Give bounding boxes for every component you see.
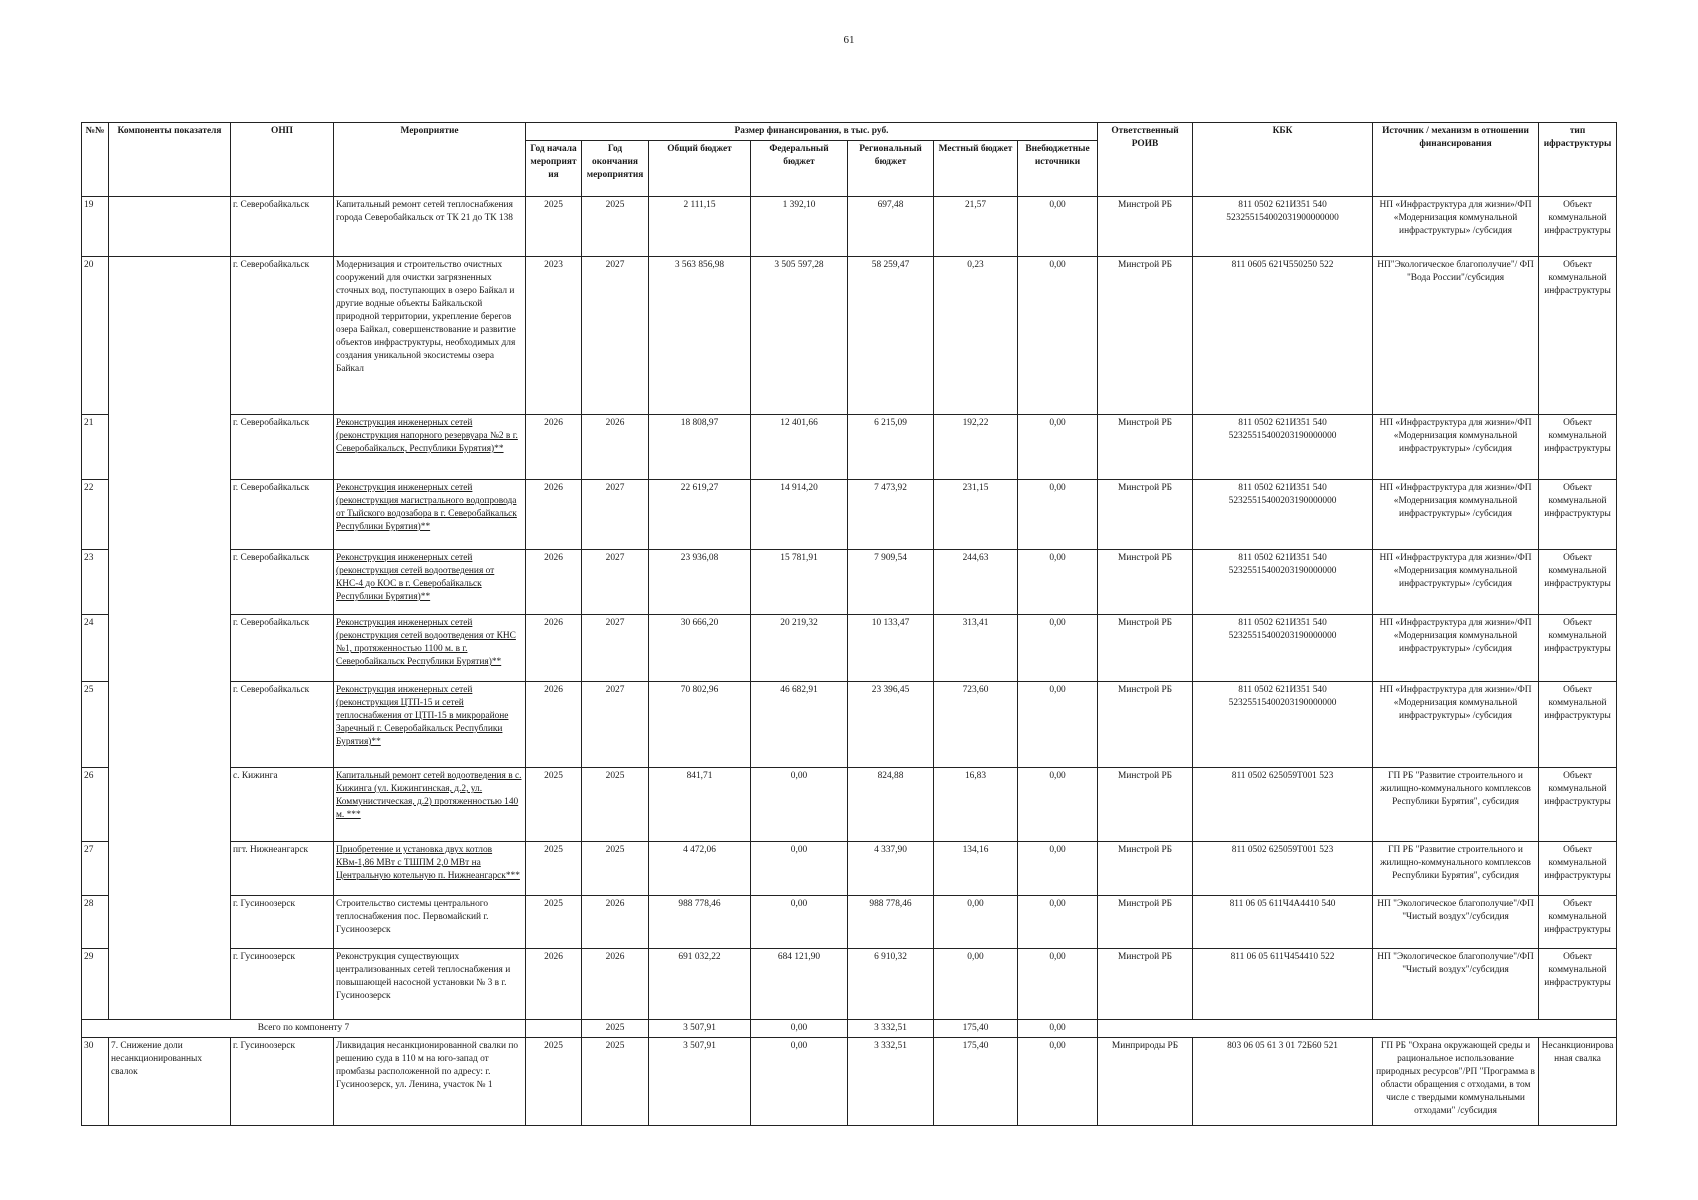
row-regional: 6 215,09 [848,414,934,479]
row-regional: 6 910,32 [848,948,934,1019]
row-start: 2025 [526,767,582,841]
header-regional: Региональный бюджет [848,140,934,196]
row-offbudget: 0,00 [1018,681,1098,767]
table-row [82,681,1617,767]
row-offbudget: 0,00 [1018,196,1098,256]
row-num: 28 [82,895,109,948]
row-offbudget: 0,00 [1018,549,1098,614]
header-component: Компоненты показателя [109,123,231,197]
row-total: 988 778,46 [649,895,751,948]
row-source: НП «Инфраструктура для жизни»/ФП «Модернизация коммунальной инфраструктуры» /субсидия [1373,414,1539,479]
row-infra: Объект коммунальной инфраструктуры [1539,948,1617,1019]
row-infra: Объект коммунальной инфраструктуры [1539,479,1617,549]
row-component: 7. Снижение доли несанкционированных свалок [109,1037,231,1125]
header-roiv: Ответственный РОИВ [1098,123,1193,197]
table-row [82,414,1617,479]
header-num: №№ [82,123,109,197]
table-row [82,948,1617,1019]
row-federal: 14 914,20 [751,479,848,549]
table-row [82,1037,1617,1125]
row-roiv: Минстрой РБ [1098,549,1193,614]
row-total: 841,71 [649,767,751,841]
row-roiv: Минстрой РБ [1098,767,1193,841]
row-offbudget: 0,00 [1018,1037,1098,1125]
row-source: ГП РБ "Развитие строительного и жилищно-коммунального комплексов Республики Бурятия", субсидия [1373,767,1539,841]
row-onp: г. Гусиноозерск [231,948,334,1019]
row-kbk: 811 0502 625059Т001 523 [1193,767,1373,841]
row-start: 2025 [526,841,582,895]
row-local: 231,15 [934,479,1018,549]
page-number: 61 [843,34,855,46]
row-total: 18 808,97 [649,414,751,479]
row-roiv: Минстрой РБ [1098,948,1193,1019]
row-end: 2026 [582,895,649,948]
row-total: 2 111,15 [649,196,751,256]
row-total: 3 563 856,98 [649,256,751,414]
row-regional: 4 337,90 [848,841,934,895]
header-year-start: Год начала мероприятия [526,140,582,196]
row-infra: Объект коммунальной инфраструктуры [1539,841,1617,895]
row-event: Ликвидация несанкционированной свалки по решению суда в 110 м на юго-запад от промбазы расположенной по адресу: г. Гусиноозерск, ул. Ленина, участок № 1 [334,1037,526,1125]
row-local: 0,23 [934,256,1018,414]
row-start: 2026 [526,479,582,549]
row-regional: 7 473,92 [848,479,934,549]
row-end: 2027 [582,479,649,549]
row-roiv: Минстрой РБ [1098,681,1193,767]
row-onp: г. Северобайкальск [231,549,334,614]
row-end: 2025 [582,1037,649,1125]
row-kbk: 803 06 05 61 3 01 72Б60 521 [1193,1037,1373,1125]
row-source: НП «Инфраструктура для жизни»/ФП «Модернизация коммунальной инфраструктуры» /субсидия [1373,549,1539,614]
table-row [82,479,1617,549]
row-infra: Объект коммунальной инфраструктуры [1539,681,1617,767]
row-infra: Объект коммунальной инфраструктуры [1539,895,1617,948]
header-infra: тип ифраструктуры [1539,123,1617,197]
row-source: НП "Экологическое благополучие"/ФП "Чистый воздух"/субсидия [1373,895,1539,948]
header-source: Источник / механизм в отношении финансирования [1373,123,1539,197]
row-num: 23 [82,549,109,614]
row-source: ГП РБ "Развитие строительного и жилищно-коммунального комплексов Республики Бурятия", субсидия [1373,841,1539,895]
row-total: 23 936,08 [649,549,751,614]
row-roiv: Минстрой РБ [1098,414,1193,479]
header-total: Общий бюджет [649,140,751,196]
row-infra: Объект коммунальной инфраструктуры [1539,549,1617,614]
header-funding: Размер финансирования, в тыс. руб. [526,123,1098,141]
row-infra: Объект коммунальной инфраструктуры [1539,767,1617,841]
row-total: 30 666,20 [649,614,751,681]
header-event: Мероприятие [334,123,526,197]
row-source: ГП РБ "Охрана окружающей среды и рациональное использование природных ресурсов"/РП "Программа в области обращения с отходами, в том числе с твердыми коммунальными отходами" /субсидия [1373,1037,1539,1125]
row-kbk: 811 0502 625059Т001 523 [1193,841,1373,895]
row-start: 2025 [526,1037,582,1125]
row-infra: Несанкционированная свалка [1539,1037,1617,1125]
row-local: 313,41 [934,614,1018,681]
row-end: 2026 [582,948,649,1019]
header-kbk: КБК [1193,123,1373,197]
row-roiv: Минстрой РБ [1098,479,1193,549]
table-row [82,841,1617,895]
table-row [82,256,1617,414]
row-onp: г. Гусиноозерск [231,1037,334,1125]
header-offbudget: Внебюджетные источники [1018,140,1098,196]
subtotal-total: 3 507,91 [649,1019,751,1037]
subtotal-local: 175,40 [934,1019,1018,1037]
row-num: 24 [82,614,109,681]
row-kbk: 811 0502 621И351 540 52325515400203190000000 [1193,414,1373,479]
row-regional: 988 778,46 [848,895,934,948]
row-roiv: Минстрой РБ [1098,256,1193,414]
row-local: 16,83 [934,767,1018,841]
row-kbk: 811 0605 621Ч550250 522 [1193,256,1373,414]
funding-table [81,122,1617,1126]
row-end: 2027 [582,256,649,414]
row-local: 244,63 [934,549,1018,614]
row-local: 0,00 [934,948,1018,1019]
row-total: 70 802,96 [649,681,751,767]
row-event: Реконструкция инженерных сетей (реконструкция магистрального водопровода от Тыйского водозабора в г. Северобайкальск Республики Бурятия)** [334,479,526,549]
row-num: 30 [82,1037,109,1125]
row-offbudget: 0,00 [1018,948,1098,1019]
row-start: 2026 [526,614,582,681]
row-kbk: 811 06 05 611Ч454410 522 [1193,948,1373,1019]
row-federal: 0,00 [751,841,848,895]
row-onp: г. Гусиноозерск [231,895,334,948]
row-start: 2026 [526,948,582,1019]
row-local: 134,16 [934,841,1018,895]
header-local: Местный бюджет [934,140,1018,196]
row-federal: 15 781,91 [751,549,848,614]
row-local: 21,57 [934,196,1018,256]
row-onp: г. Северобайкальск [231,479,334,549]
row-start: 2025 [526,196,582,256]
row-federal: 20 219,32 [751,614,848,681]
row-offbudget: 0,00 [1018,256,1098,414]
row-source: НП"Экологическое благополучие"/ ФП "Вода России"/субсидия [1373,256,1539,414]
subtotal-label: Всего по компоненту 7 [82,1019,526,1037]
subtotal-regional: 3 332,51 [848,1019,934,1037]
subtotal-offbudget: 0,00 [1018,1019,1098,1037]
row-source: НП «Инфраструктура для жизни»/ФП «Модернизация коммунальной инфраструктуры» /субсидия [1373,196,1539,256]
row-event: Реконструкция инженерных сетей (реконструкция напорного резервуара №2 в г. Северобайкальск, Республики Бурятия)** [334,414,526,479]
row-source: НП "Экологическое благополучие"/ФП "Чистый воздух"/субсидия [1373,948,1539,1019]
row-end: 2025 [582,196,649,256]
row-federal: 684 121,90 [751,948,848,1019]
row-kbk: 811 06 05 611Ч4А4410 540 [1193,895,1373,948]
row-offbudget: 0,00 [1018,895,1098,948]
header-year-end: Год окончания мероприятия [582,140,649,196]
row-event: Строительство системы центрального теплоснабжения пос. Первомайский г. Гусиноозерск [334,895,526,948]
row-num: 25 [82,681,109,767]
row-num: 22 [82,479,109,549]
row-total: 22 619,27 [649,479,751,549]
row-onp: г. Северобайкальск [231,414,334,479]
row-component [109,256,231,1019]
table-row [82,196,1617,256]
row-local: 175,40 [934,1037,1018,1125]
row-source: НП «Инфраструктура для жизни»/ФП «Модернизация коммунальной инфраструктуры» /субсидия [1373,614,1539,681]
row-start: 2026 [526,681,582,767]
row-federal: 1 392,10 [751,196,848,256]
row-event: Реконструкция существующих централизованных сетей теплоснабжения и повышающей насосной установки № 3 в г. Гусиноозерск [334,948,526,1019]
row-onp: пгт. Нижнеангарск [231,841,334,895]
row-offbudget: 0,00 [1018,414,1098,479]
row-regional: 23 396,45 [848,681,934,767]
row-onp: г. Северобайкальск [231,256,334,414]
row-kbk: 811 0502 621И351 540 52325515400203190000000 [1193,681,1373,767]
table-row [82,767,1617,841]
row-event: Капитальный ремонт сетей водоотведения в с. Кижинга (ул. Кижингинская, д.2, ул. Коммунистическая, д.2) протяженностью 140 м. *** [334,767,526,841]
row-offbudget: 0,00 [1018,767,1098,841]
row-start: 2023 [526,256,582,414]
subtotal-empty [1098,1019,1617,1037]
row-end: 2025 [582,841,649,895]
row-regional: 58 259,47 [848,256,934,414]
row-event: Реконструкция инженерных сетей (реконструкция сетей водоотведения от КНС №1, протяженностью 1100 м. в г. Северобайкальск Республики Бурятия)** [334,614,526,681]
header-federal: Федеральный бюджет [751,140,848,196]
row-federal: 46 682,91 [751,681,848,767]
table-body [82,196,1617,1125]
table-row [82,895,1617,948]
row-start: 2026 [526,414,582,479]
row-start: 2026 [526,549,582,614]
row-num: 21 [82,414,109,479]
row-source: НП «Инфраструктура для жизни»/ФП «Модернизация коммунальной инфраструктуры» /субсидия [1373,479,1539,549]
row-federal: 0,00 [751,895,848,948]
row-kbk: 811 0502 621И351 540 52325515400203190000000 [1193,614,1373,681]
table-row [82,549,1617,614]
row-kbk: 811 0502 621И351 540 52325515400203190000000 [1193,479,1373,549]
row-total: 691 032,22 [649,948,751,1019]
row-event: Реконструкция инженерных сетей (реконструкция сетей водоотведения от КНС-4 до КОС в г. Северобайкальск Республики Бурятия)** [334,549,526,614]
row-num: 26 [82,767,109,841]
table-row [82,614,1617,681]
row-roiv: Минприроды РБ [1098,1037,1193,1125]
row-source: НП «Инфраструктура для жизни»/ФП «Модернизация коммунальной инфраструктуры» /субсидия [1373,681,1539,767]
row-regional: 7 909,54 [848,549,934,614]
row-offbudget: 0,00 [1018,841,1098,895]
row-num: 27 [82,841,109,895]
row-roiv: Минстрой РБ [1098,196,1193,256]
row-federal: 3 505 597,28 [751,256,848,414]
row-regional: 697,48 [848,196,934,256]
table-header [82,123,1617,197]
row-component [109,196,231,256]
row-roiv: Минстрой РБ [1098,614,1193,681]
row-num: 20 [82,256,109,414]
row-end: 2026 [582,414,649,479]
row-onp: с. Кижинга [231,767,334,841]
row-total: 4 472,06 [649,841,751,895]
row-total: 3 507,91 [649,1037,751,1125]
row-event: Модернизация и строительство очистных сооружений для очистки загрязненных сточных вод, поступающих в озеро Байкал и другие водные объекты Байкальской природной территории, укрепление берегов озера Байкал, совершенствование и развитие объектов инфраструктуры, необходимых для создания уникальной экосистемы озера Байкал [334,256,526,414]
row-kbk: 811 0502 621И351 540 52325515400203190000000 [1193,549,1373,614]
subtotal-end: 2025 [582,1019,649,1037]
row-start: 2025 [526,895,582,948]
row-local: 0,00 [934,895,1018,948]
row-federal: 0,00 [751,1037,848,1125]
row-federal: 0,00 [751,767,848,841]
row-onp: г. Северобайкальск [231,681,334,767]
subtotal-row [82,1019,1617,1037]
row-federal: 12 401,66 [751,414,848,479]
subtotal-federal: 0,00 [751,1019,848,1037]
row-roiv: Минстрой РБ [1098,841,1193,895]
row-infra: Объект коммунальной инфраструктуры [1539,414,1617,479]
row-kbk: 811 0502 621И351 540 523255154002031900000000 [1193,196,1373,256]
row-local: 723,60 [934,681,1018,767]
row-end: 2027 [582,614,649,681]
row-offbudget: 0,00 [1018,614,1098,681]
row-event: Реконструкция инженерных сетей (реконструкция ЦТП-15 и сетей теплоснабжения от ЦТП-15 в микрорайоне Заречный г. Северобайкальск Республики Бурятия)** [334,681,526,767]
row-end: 2027 [582,549,649,614]
header-onp: ОНП [231,123,334,197]
row-end: 2025 [582,767,649,841]
row-infra: Объект коммунальной инфраструктуры [1539,196,1617,256]
row-num: 29 [82,948,109,1019]
row-event: Приобретение и установка двух котлов КВм-1,86 МВт с ТШПМ 2,0 МВт на Центральную котельную п. Нижнеангарск*** [334,841,526,895]
subtotal-start [526,1019,582,1037]
row-infra: Объект коммунальной инфраструктуры [1539,614,1617,681]
row-regional: 824,88 [848,767,934,841]
row-onp: г. Северобайкальск [231,614,334,681]
row-infra: Объект коммунальной инфраструктуры [1539,256,1617,414]
row-onp: г. Северобайкальск [231,196,334,256]
row-event: Капитальный ремонт сетей теплоснабжения города Северобайкальск от ТК 21 до ТК 138 [334,196,526,256]
row-offbudget: 0,00 [1018,479,1098,549]
row-roiv: Минстрой РБ [1098,895,1193,948]
row-regional: 3 332,51 [848,1037,934,1125]
row-end: 2027 [582,681,649,767]
row-local: 192,22 [934,414,1018,479]
row-regional: 10 133,47 [848,614,934,681]
row-num: 19 [82,196,109,256]
